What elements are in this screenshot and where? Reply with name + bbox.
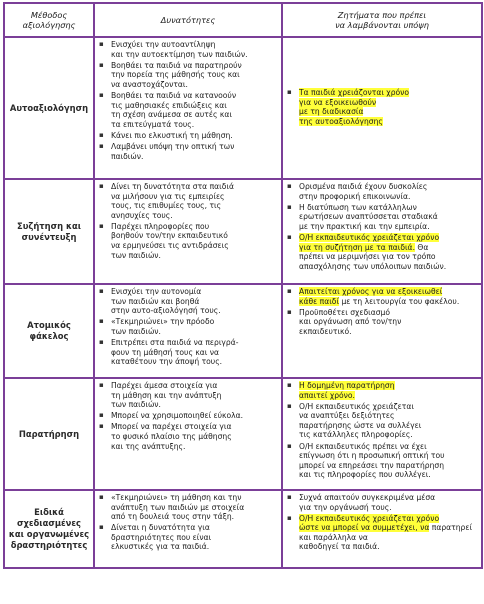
highlighted-text: απαιτεί χρόνο. xyxy=(299,390,355,400)
capability-text: Δίνεται η δυνατότητα για xyxy=(111,523,210,533)
capability-text: στην αυτο-αξιολόγησή τους. xyxy=(111,306,221,316)
capabilities-cell xyxy=(94,179,282,284)
issue-text: Ο/Η εκπαιδευτικός πρέπει να έχει xyxy=(299,441,427,451)
issue-item xyxy=(286,402,477,440)
capability-text: ανάπτυξη των παιδιών με στοιχεία xyxy=(111,502,245,512)
capability-text: φουν τη μάθησή τους και να xyxy=(111,347,220,357)
issue-text: απασχόλησης των υπόλοιπων παιδιών. xyxy=(299,261,447,271)
issue-text: για την οργάνωσή τους. xyxy=(299,502,392,512)
capability-text: την πορεία της μάθησής τους και xyxy=(111,70,240,80)
capability-text: τους, τις επιθυμίες τους, τις xyxy=(111,201,222,211)
issue-text: και οργάνωση από τον/την xyxy=(299,317,402,327)
issue-text: παρατήρησης ώστε να συλλέγει xyxy=(299,420,422,430)
issues-cell xyxy=(282,37,482,179)
capability-text: δραστηριότητες που είναι xyxy=(111,532,212,542)
highlighted-text: Απαιτείται χρόνος για να εξοικειωθεί xyxy=(299,287,443,296)
capability-item xyxy=(98,182,277,220)
table-row xyxy=(4,179,482,284)
header-capabilities xyxy=(94,3,282,37)
capability-text: το φυσικό πλαίσιο της μάθησης xyxy=(111,431,232,441)
header-method-line: αξιολόγησης xyxy=(22,20,76,30)
capabilities-cell xyxy=(94,378,282,490)
issue-text: μπορεί να επηρεάσει την παρατήρηση xyxy=(299,460,445,470)
issues-list xyxy=(283,86,481,130)
issues-cell xyxy=(282,284,482,378)
capability-text: Βοηθάει τα παιδιά να κατανοούν xyxy=(111,90,237,100)
issue-text: τις κατάλληλες πληροφορίες. xyxy=(299,430,413,440)
capability-text: Μπορεί να παρέχει στοιχεία για xyxy=(111,422,232,432)
issue-item xyxy=(286,233,477,271)
capability-text: των παιδιών. xyxy=(111,326,161,336)
capability-text: Παρέχει άμεσα στοιχεία για xyxy=(111,381,218,390)
capability-item xyxy=(98,131,277,141)
capability-text: Ενισχύει την αυτονομία xyxy=(111,287,202,296)
capability-text: Βοηθάει τα παιδιά να παρατηρούν xyxy=(111,60,242,70)
capability-text: ελκυστικές για τα παιδιά. xyxy=(111,542,210,552)
capability-text: να αναστοχάζονται. xyxy=(111,79,188,89)
issues-cell xyxy=(282,490,482,568)
table-row xyxy=(4,378,482,490)
issue-text: εκπαιδευτικό. xyxy=(299,326,352,336)
method-label-line: Ατομικός xyxy=(27,320,71,330)
table-header-row xyxy=(4,3,482,37)
capability-text: βοηθούν τον/την εκπαιδευτικό xyxy=(111,231,228,241)
table-row xyxy=(4,284,482,378)
capabilities-list xyxy=(95,379,281,455)
issue-text: με τη λειτουργία του φακέλου. xyxy=(341,296,460,306)
method-cell xyxy=(4,378,94,490)
issue-item xyxy=(286,308,477,337)
capabilities-list xyxy=(95,285,281,370)
issue-text: και τις πληροφορίες που συλλέγει. xyxy=(299,470,431,480)
method-label-line: Παρατήρηση xyxy=(18,428,80,439)
issue-text: επίγνωση ότι η προσωπική οπτική του xyxy=(299,451,445,461)
highlighted-text: Τα παιδιά χρειάζονται χρόνο xyxy=(299,88,410,98)
capability-item xyxy=(98,381,277,410)
method-label-line: φάκελος xyxy=(29,331,69,341)
evaluation-methods-table xyxy=(3,2,483,569)
issue-item xyxy=(286,182,477,201)
issue-text: καθοδηγεί τα παιδιά. xyxy=(299,542,380,552)
issue-text: Η διατύπωση των κατάλληλων xyxy=(299,202,417,212)
capability-text: Δίνει τη δυνατότητα στα παιδιά xyxy=(111,182,234,191)
method-cell xyxy=(4,37,94,179)
capability-text: τη μάθηση και την ανάπτυξη xyxy=(111,390,222,400)
issue-text: Συχνά απαιτούν συγκεκριμένα μέσα xyxy=(299,493,436,502)
capability-text: ανησυχίες τους. xyxy=(111,210,173,220)
capability-text: Παρέχει πληροφορίες που xyxy=(111,221,210,231)
header-method-line: Μέθοδος xyxy=(30,10,68,20)
issue-text: Ορισμένα παιδιά έχουν δυσκολίες xyxy=(299,182,428,191)
header-method xyxy=(4,3,94,37)
highlighted-text: για τη συζήτηση με τα παιδιά. xyxy=(299,242,415,252)
issue-text: πρέπει να μεριμνήσει για τον τρόπο xyxy=(299,252,436,262)
header-issues-line: Ζητήματα που πρέπει xyxy=(337,10,427,20)
issue-item xyxy=(286,442,477,480)
capability-item xyxy=(98,287,277,316)
method-label-line: συνέντευξη xyxy=(21,231,77,242)
capability-text: Επιτρέπει στα παιδιά να περιγρά- xyxy=(111,337,239,347)
capability-item xyxy=(98,422,277,451)
method-cell xyxy=(4,284,94,378)
table-row xyxy=(4,490,482,568)
capability-text: τα επιτεύγματά τους. xyxy=(111,119,195,129)
issue-text: Προϋποθέτει σχεδιασμό xyxy=(299,307,391,317)
evaluation-methods-document xyxy=(3,2,481,569)
issue-text: παρατηρεί και παράλληλα να xyxy=(299,523,473,542)
capability-text: και της ανάπτυξης. xyxy=(111,441,186,451)
capability-text: να μιλήσουν για τις εμπειρίες xyxy=(111,191,225,201)
issues-list xyxy=(283,379,481,483)
capability-text: των παιδιών. xyxy=(111,400,161,410)
issue-text: Θα xyxy=(417,242,429,252)
issue-item xyxy=(286,514,477,552)
issue-item xyxy=(286,381,477,400)
method-label-line: Ειδικά xyxy=(34,507,64,517)
capability-text: Ενισχύει την αυτοαντίληψη xyxy=(111,40,216,49)
capability-item xyxy=(98,493,277,522)
highlighted-text: της αυτοαξιολόγησης xyxy=(299,116,383,126)
capability-text: τη σχέση ανάμεσα σε αυτές και xyxy=(111,110,232,120)
issue-item xyxy=(286,287,477,306)
capability-item xyxy=(98,317,277,336)
capability-text: να ερμηνεύσει τις αντιδράσεις xyxy=(111,241,229,251)
issue-text: Ο/Η εκπαιδευτικός χρειάζεται xyxy=(299,401,414,411)
issue-text: να αναπτύξει δεξιότητες xyxy=(299,411,395,421)
highlighted-text: Ο/Η εκπαιδευτικός χρειάζεται χρόνο xyxy=(299,232,440,242)
capability-text: και την αυτοεκτίμηση των παιδιών. xyxy=(111,49,248,59)
table-row xyxy=(4,37,482,179)
capability-text: των παιδιών. xyxy=(111,250,161,260)
capability-text: καταθέτουν την άποψή τους. xyxy=(111,357,223,367)
issue-text: ερωτήσεων αναπτύσσεται σταδιακά xyxy=(299,212,438,222)
capability-item xyxy=(98,523,277,552)
capabilities-list xyxy=(95,38,281,165)
highlighted-text: ώστε να μπορεί να συμμετέχει, να xyxy=(299,523,430,533)
method-cell xyxy=(4,490,94,568)
capability-item xyxy=(98,91,277,129)
issues-list xyxy=(283,491,481,556)
capability-item xyxy=(98,40,277,59)
capabilities-cell xyxy=(94,490,282,568)
capability-text: Κάνει πιο ελκυστική τη μάθηση. xyxy=(111,130,233,140)
method-label-line: σχεδιασμένες xyxy=(16,518,82,528)
header-issues-line: να λαμβάνονται υπόψη xyxy=(335,20,429,30)
capabilities-list xyxy=(95,180,281,264)
issues-list xyxy=(283,180,481,275)
issue-text: με την πρακτική και την εμπειρία. xyxy=(299,221,430,231)
method-label-line: Συζήτηση και xyxy=(17,220,81,231)
method-label-line: και οργανωμένες xyxy=(8,529,90,539)
capability-text: παιδιών. xyxy=(111,151,144,161)
capability-item xyxy=(98,222,277,260)
table-body xyxy=(4,37,482,568)
issue-item xyxy=(286,203,477,232)
issue-item xyxy=(286,88,477,126)
capability-item xyxy=(98,142,277,161)
capability-text: Λαμβάνει υπόψη την οπτική των xyxy=(111,141,235,151)
issues-cell xyxy=(282,378,482,490)
capability-item xyxy=(98,411,277,421)
capability-text: τις μαθησιακές επιδιώξεις και xyxy=(111,100,227,110)
capability-text: από τη δουλειά τους στην τάξη. xyxy=(111,512,235,522)
highlighted-text: Η δομημένη παρατήρηση xyxy=(299,381,395,390)
highlighted-text: Ο/Η εκπαιδευτικός χρειάζεται χρόνο xyxy=(299,513,440,523)
capabilities-cell xyxy=(94,37,282,179)
method-cell xyxy=(4,179,94,284)
capability-text: «Τεκμηριώνει» την πρόοδο xyxy=(111,317,215,327)
highlighted-text: με τη διαδικασία xyxy=(299,107,364,117)
highlighted-text: κάθε παιδί xyxy=(299,296,340,306)
issues-list xyxy=(283,285,481,340)
capabilities-cell xyxy=(94,284,282,378)
method-label-line: δραστηριότητες xyxy=(10,540,88,550)
capabilities-list xyxy=(95,491,281,556)
issue-item xyxy=(286,493,477,512)
capability-text: Μπορεί να χρησιμοποιηθεί εύκολα. xyxy=(111,411,244,421)
capability-text: «Τεκμηριώνει» τη μάθηση και την xyxy=(111,493,242,502)
capability-item xyxy=(98,338,277,367)
capability-text: των παιδιών και βοηθά xyxy=(111,296,200,306)
capability-item xyxy=(98,61,277,90)
highlighted-text: για να εξοικειωθούν xyxy=(299,97,377,107)
header-issues xyxy=(282,3,482,37)
issues-cell xyxy=(282,179,482,284)
header-capabilities-label: Δυνατότητες xyxy=(160,15,216,25)
issue-text: στην προφορική επικοινωνία. xyxy=(299,191,411,201)
method-label-line: Αυτοαξιολόγηση xyxy=(9,102,89,113)
